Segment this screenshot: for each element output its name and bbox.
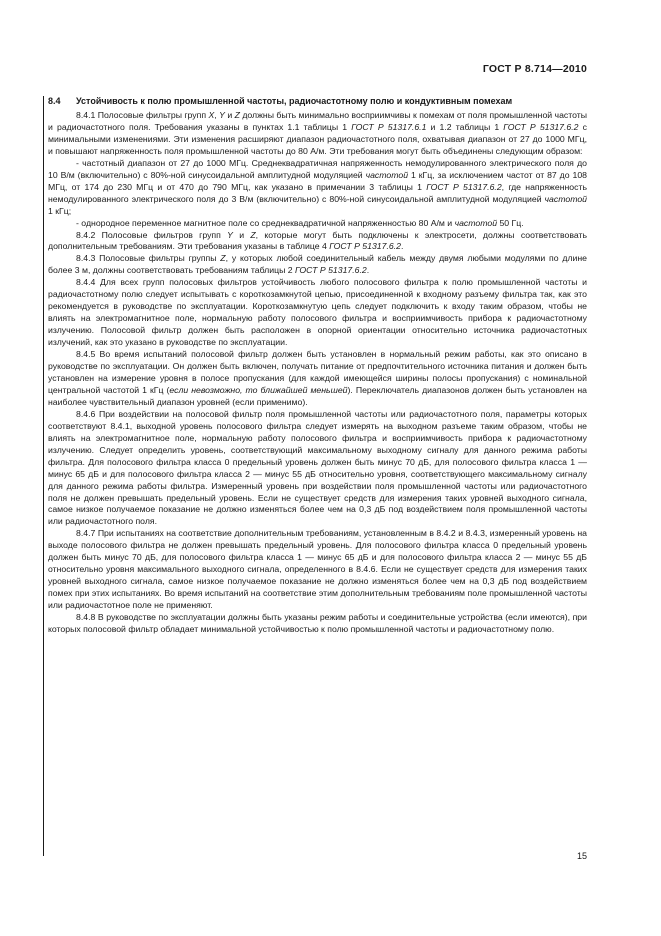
paragraph xyxy=(48,528,587,612)
text-segment: , где напряженность немодулированного электрического поля до 3 В/м (включительно) с 80%-ной синусоидальной амплитудной модуляцией xyxy=(48,181,587,204)
italic-text: Y xyxy=(227,229,233,240)
italic-text: X xyxy=(208,110,215,120)
paragraph xyxy=(48,110,587,158)
paragraph xyxy=(48,612,587,636)
text-segment: 8.4.3 Полосовые фильтры группы xyxy=(76,253,221,264)
italic-text: Y xyxy=(219,110,225,120)
paragraph xyxy=(48,253,587,277)
italic-text: ГОСТ Р 51317.6.2 xyxy=(503,121,579,132)
text-segment: 50 Гц. xyxy=(497,217,524,228)
paragraph-list xyxy=(48,110,587,636)
text-segment: 8.4.7 При испытаниях на соответствие дополнительным требованиям, установленным в 8.4.2 и 8.4.3, измеренный уровень на выходе полосового фильтра не должен превышать предельный уровень. Для полосового фильтра класса 0 предельный уровень должен быть минус 70 дБ, для полосового фильтра класса 1 — минус 65 дБ и для полосового фильтра класса 2 — минус 55 дБ относительно уровня максимального выходного сигнала, определенного в 8.4.6. Если не существует средств для измерения таких уровней выходного сигнала, самое низкое получаемое показание не должно изменяться более чем на 0,3 дБ под воздействием помех при этих испытаниях. Во время испытаний на соответствие этим дополнительным требованиям поле промышленной частоты или радиочастотное поле не применяют. xyxy=(48,528,587,611)
italic-text: ГОСТ Р 51317.6.2 xyxy=(329,241,401,252)
text-segment: и xyxy=(224,110,235,120)
text-segment: 8.4.6 При воздействии на полосовой фильтр поля промышленной частоты или радиочастотного поля, параметры которых соответствуют 8.4.1, выходной уровень полосового фильтра следует измерять на выходном разъеме таким образом, чтобы не влиять на электромагнитное поле, нормальную работу полосового фильтра и восприимчивость прибора к радиочастотному излучению. Следует определить уровень, соответствующий максимальному выходному сигналу для данного режима работы фильтра. Для полосового фильтра класса 0 предельный уровень должен быть минус 70 дБ, для полосового фильтра класса 1 — минус 65 дБ и для полосового фильтра класса 2 — минус 55 дБ относительно уровня, соответствующего максимальному сигналу для данного режима работы фильтра. Измеренный уровень при воздействии поля промышленной частоты или радиочастотного поля не должен превышать предельный уровень. Если не существует средств для измерения таких уровней выходного сигнала, самое низкое получаемое показание не должно изменяться более чем на 0,3 дБ под воздействием поля промышленной частоты или радиочастотного поля. xyxy=(48,408,587,527)
text-segment: - частотный диапазон от 27 до 1000 МГц. Среднеквадратичная напряженность немодулированного электрического поля до 10 В/м (включительно) с 80%-ной синусоидальной амплитудной модуляцией xyxy=(48,157,587,180)
text-segment: . xyxy=(366,265,370,276)
text-segment: 8.4.8 В руководстве по эксплуатации должны быть указаны режим работы и соединительные устройства (если имеются), при которых полосовой фильтр обладает минимальной устойчивостью к полю промышленной частоты и радиочастотному полю. xyxy=(48,612,587,634)
italic-text: частотой xyxy=(365,169,409,180)
italic-text: частотой xyxy=(454,217,498,228)
text-segment: , которые могут быть подключены к электросети, должны соответствовать дополнительным требованиям. Эти требования указаны в таблице 4 xyxy=(48,229,588,252)
section-number: 8.4 xyxy=(48,96,61,106)
text-segment: , у которых любой соединительный кабель между двумя любыми модулями по длине более 3 м, должны соответствовать требованиям таблицы 2 xyxy=(48,253,587,276)
section-heading xyxy=(48,95,587,107)
page-number: 15 xyxy=(576,851,587,861)
text-segment: ). Переключатель диапазонов должен быть установлен на наиболее чувствительный диапазон уровней (если применимо). xyxy=(48,384,587,407)
document-body xyxy=(48,95,587,636)
text-segment: и 1.2 таблицы 1 xyxy=(426,121,504,132)
paragraph xyxy=(48,409,587,529)
text-segment: и xyxy=(232,229,251,240)
paragraph xyxy=(48,218,587,230)
italic-text: Z xyxy=(220,253,226,264)
change-bar xyxy=(43,96,44,856)
italic-text: Z xyxy=(250,229,256,240)
standard-code-header: ГОСТ Р 8.714—2010 xyxy=(482,63,587,75)
text-segment: . xyxy=(400,241,404,252)
paragraph xyxy=(48,158,587,218)
paragraph xyxy=(48,230,587,254)
text-segment: 1 кГц, за исключением частот от 87 до 108 МГц, от 174 до 230 МГц и от 470 до 790 МГц, как указано в примечании 3 таблицы 1 xyxy=(48,169,587,192)
text-segment: 8.4.2 Полосовые фильтров групп xyxy=(76,229,228,240)
italic-text: частотой xyxy=(544,193,587,204)
text-segment: - однородное переменное магнитное поле со среднеквадратичной напряженностью 80 А/м и xyxy=(76,217,455,228)
text-segment: 8.4.1 Полосовые фильтры групп xyxy=(76,110,209,120)
paragraph xyxy=(48,349,587,409)
paragraph xyxy=(48,277,587,349)
italic-text: если невозможно, то ближайшей меньшей xyxy=(169,384,348,395)
text-segment: 8.4.5 Во время испытаний полосовой фильтр должен быть установлен в нормальный режим работы, как это описано в руководстве по эксплуатации. Он должен быть включен, получать питание от предпочтительного источника питания и должен быть установлен на измерение уровня в полосе пропускания (для каждой имеющейся ширины полосы пропускания) с номинальной центральной частотой 1 кГц ( xyxy=(48,349,587,395)
text-segment: с минимальными изменениями. Эти изменения расширяют диапазон радиочастотного поля, охватывая диапазон от 27 до 1000 МГц, и повышают напряженность поля промышленной частоты до 80 А/м. Эти требования могут быть объединены следующим образом: xyxy=(48,121,587,156)
text-segment: 8.4.4 Для всех групп полосовых фильтров устойчивость любого полосового фильтра к полю промышленной частоты и радиочастотному полю следует испытывать с короткозамкнутой цепью, присоединенной к входному разъему фильтра так, как это рекомендуется в руководстве по эксплуатации. Короткозамкнутую цепь следует подключить к входу таким образом, чтобы не влиять на электромагнитное поле, нормальную работу полосового фильтра и восприимчивость прибора к радиочастотному излучению. Полосовой фильтр должен быть расположен в опорной ориентации относительно источника радиочастотных излучений, как это указано в руководстве по эксплуатации. xyxy=(48,277,587,348)
text-segment: должны быть минимально восприимчивы к помехам от поля промышленной частоты и радиочастотного поля. Требования указаны в пунктах 1.1 таблицы 1 xyxy=(48,110,588,132)
italic-text: Z xyxy=(234,110,240,120)
italic-text: ГОСТ Р 51317.6.2 xyxy=(294,265,367,276)
text-segment: 1 кГц; xyxy=(48,205,72,216)
italic-text: ГОСТ Р 51317.6.2 xyxy=(426,181,502,192)
section-title: Устойчивость к полю промышленной частоты, радиочастотному полю и кондуктивным помехам xyxy=(76,96,513,106)
text-segment: , xyxy=(214,110,220,120)
italic-text: ГОСТ Р 51317.6.1 xyxy=(351,121,427,132)
